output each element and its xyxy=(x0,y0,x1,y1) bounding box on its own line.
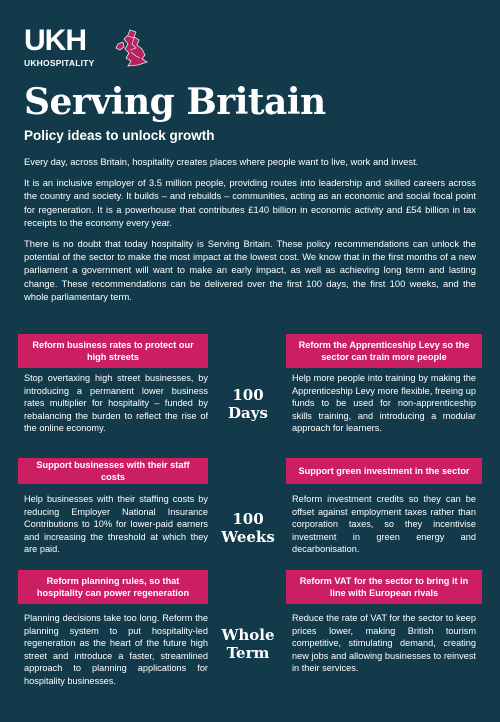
policy-body-vat: Reduce the rate of VAT for the sector to keep prices lower, making British tourism competitive, stimulating demand, creating new jobs and allowing businesses to reinvest in their services. xyxy=(292,613,476,674)
policy-heading-vat: Reform VAT for the sector to bring it in line with European rivals xyxy=(286,570,482,604)
policy-body-staff-costs: Help businesses with their staffing costs by reducing Employer National Insurance Contributions to 10% for lower-paid earners and increasing the threshold at which they are paid. xyxy=(24,494,208,555)
policy-body-green-investment: Reform investment credits so they can be offset against employment taxes rather than corporation taxes, so they incentivise investment in green energy and decarbonisation. xyxy=(292,494,476,555)
uk-map-icon xyxy=(112,28,152,68)
intro-paragraph: There is no doubt that today hospitality is Serving Britain. These policy recommendations can unlock the potential of the sector to make the most impact at the lowest cost. We know that in the first months of a new parliament a government will want to make an early impact, as well as achieving long term and lasting change. These recommendations can be delivered over the first 100 days, the first 100 weeks, and the whole parliamentary term. xyxy=(24,238,476,302)
policy-body-apprenticeship-levy: Help more people into training by making the Apprenticeship Levy more flexible, freeing up funds to be used for non-apprenticeship skills training, and introducing a modular approach for learners. xyxy=(292,373,476,434)
policy-heading-business-rates: Reform business rates to protect our high streets xyxy=(18,334,208,368)
policy-heading-planning-rules: Reform planning rules, so that hospitality can power regeneration xyxy=(18,570,208,604)
period-number: 100 xyxy=(232,510,264,528)
period-whole-term xyxy=(218,626,278,662)
policy-body-business-rates: Stop overtaxing high street businesses, by introducing a permanent lower business rates multiplier for hospitality – funded by rebalancing the burden to reflect the rise of the online economy. xyxy=(24,373,208,434)
period-number: 100 xyxy=(232,386,264,404)
page-title: Serving Britain xyxy=(24,81,326,123)
period-unit: Weeks xyxy=(221,528,275,546)
policy-heading-apprenticeship-levy: Reform the Apprenticeship Levy so the sector can train more people xyxy=(286,334,482,368)
period-100-weeks xyxy=(218,510,278,546)
period-number: Whole xyxy=(221,626,275,644)
logo-text: UKHOSPITALITY xyxy=(24,58,95,68)
intro-paragraph: Every day, across Britain, hospitality creates places where people want to live, work and invest. xyxy=(24,156,419,167)
intro-paragraph: It is an inclusive employer of 3.5 million people, providing routes into leadership and skilled careers across the country and society. It builds – and rebuilds – communities, acting as an economic and social focal point for regeneration. It is a powerhouse that contributes £140 billion in economic activity and £54 billion in tax receipts to the economy every year. xyxy=(24,177,476,228)
policy-body-planning-rules: Planning decisions take too long. Reform the planning system to put hospitality-led regeneration as the heart of the future high street and introduce a faster, streamlined approach to planning applications for hospitality businesses. xyxy=(24,613,208,686)
intro-text xyxy=(24,155,476,311)
policy-heading-green-investment: Support green investment in the sector xyxy=(286,458,482,484)
period-100-days xyxy=(218,386,278,422)
page-subtitle: Policy ideas to unlock growth xyxy=(24,128,215,143)
period-unit: Term xyxy=(226,644,270,662)
logo-mark: UKH xyxy=(24,24,86,57)
policy-heading-staff-costs: Support businesses with their staff costs xyxy=(18,458,208,484)
period-unit: Days xyxy=(228,404,268,422)
